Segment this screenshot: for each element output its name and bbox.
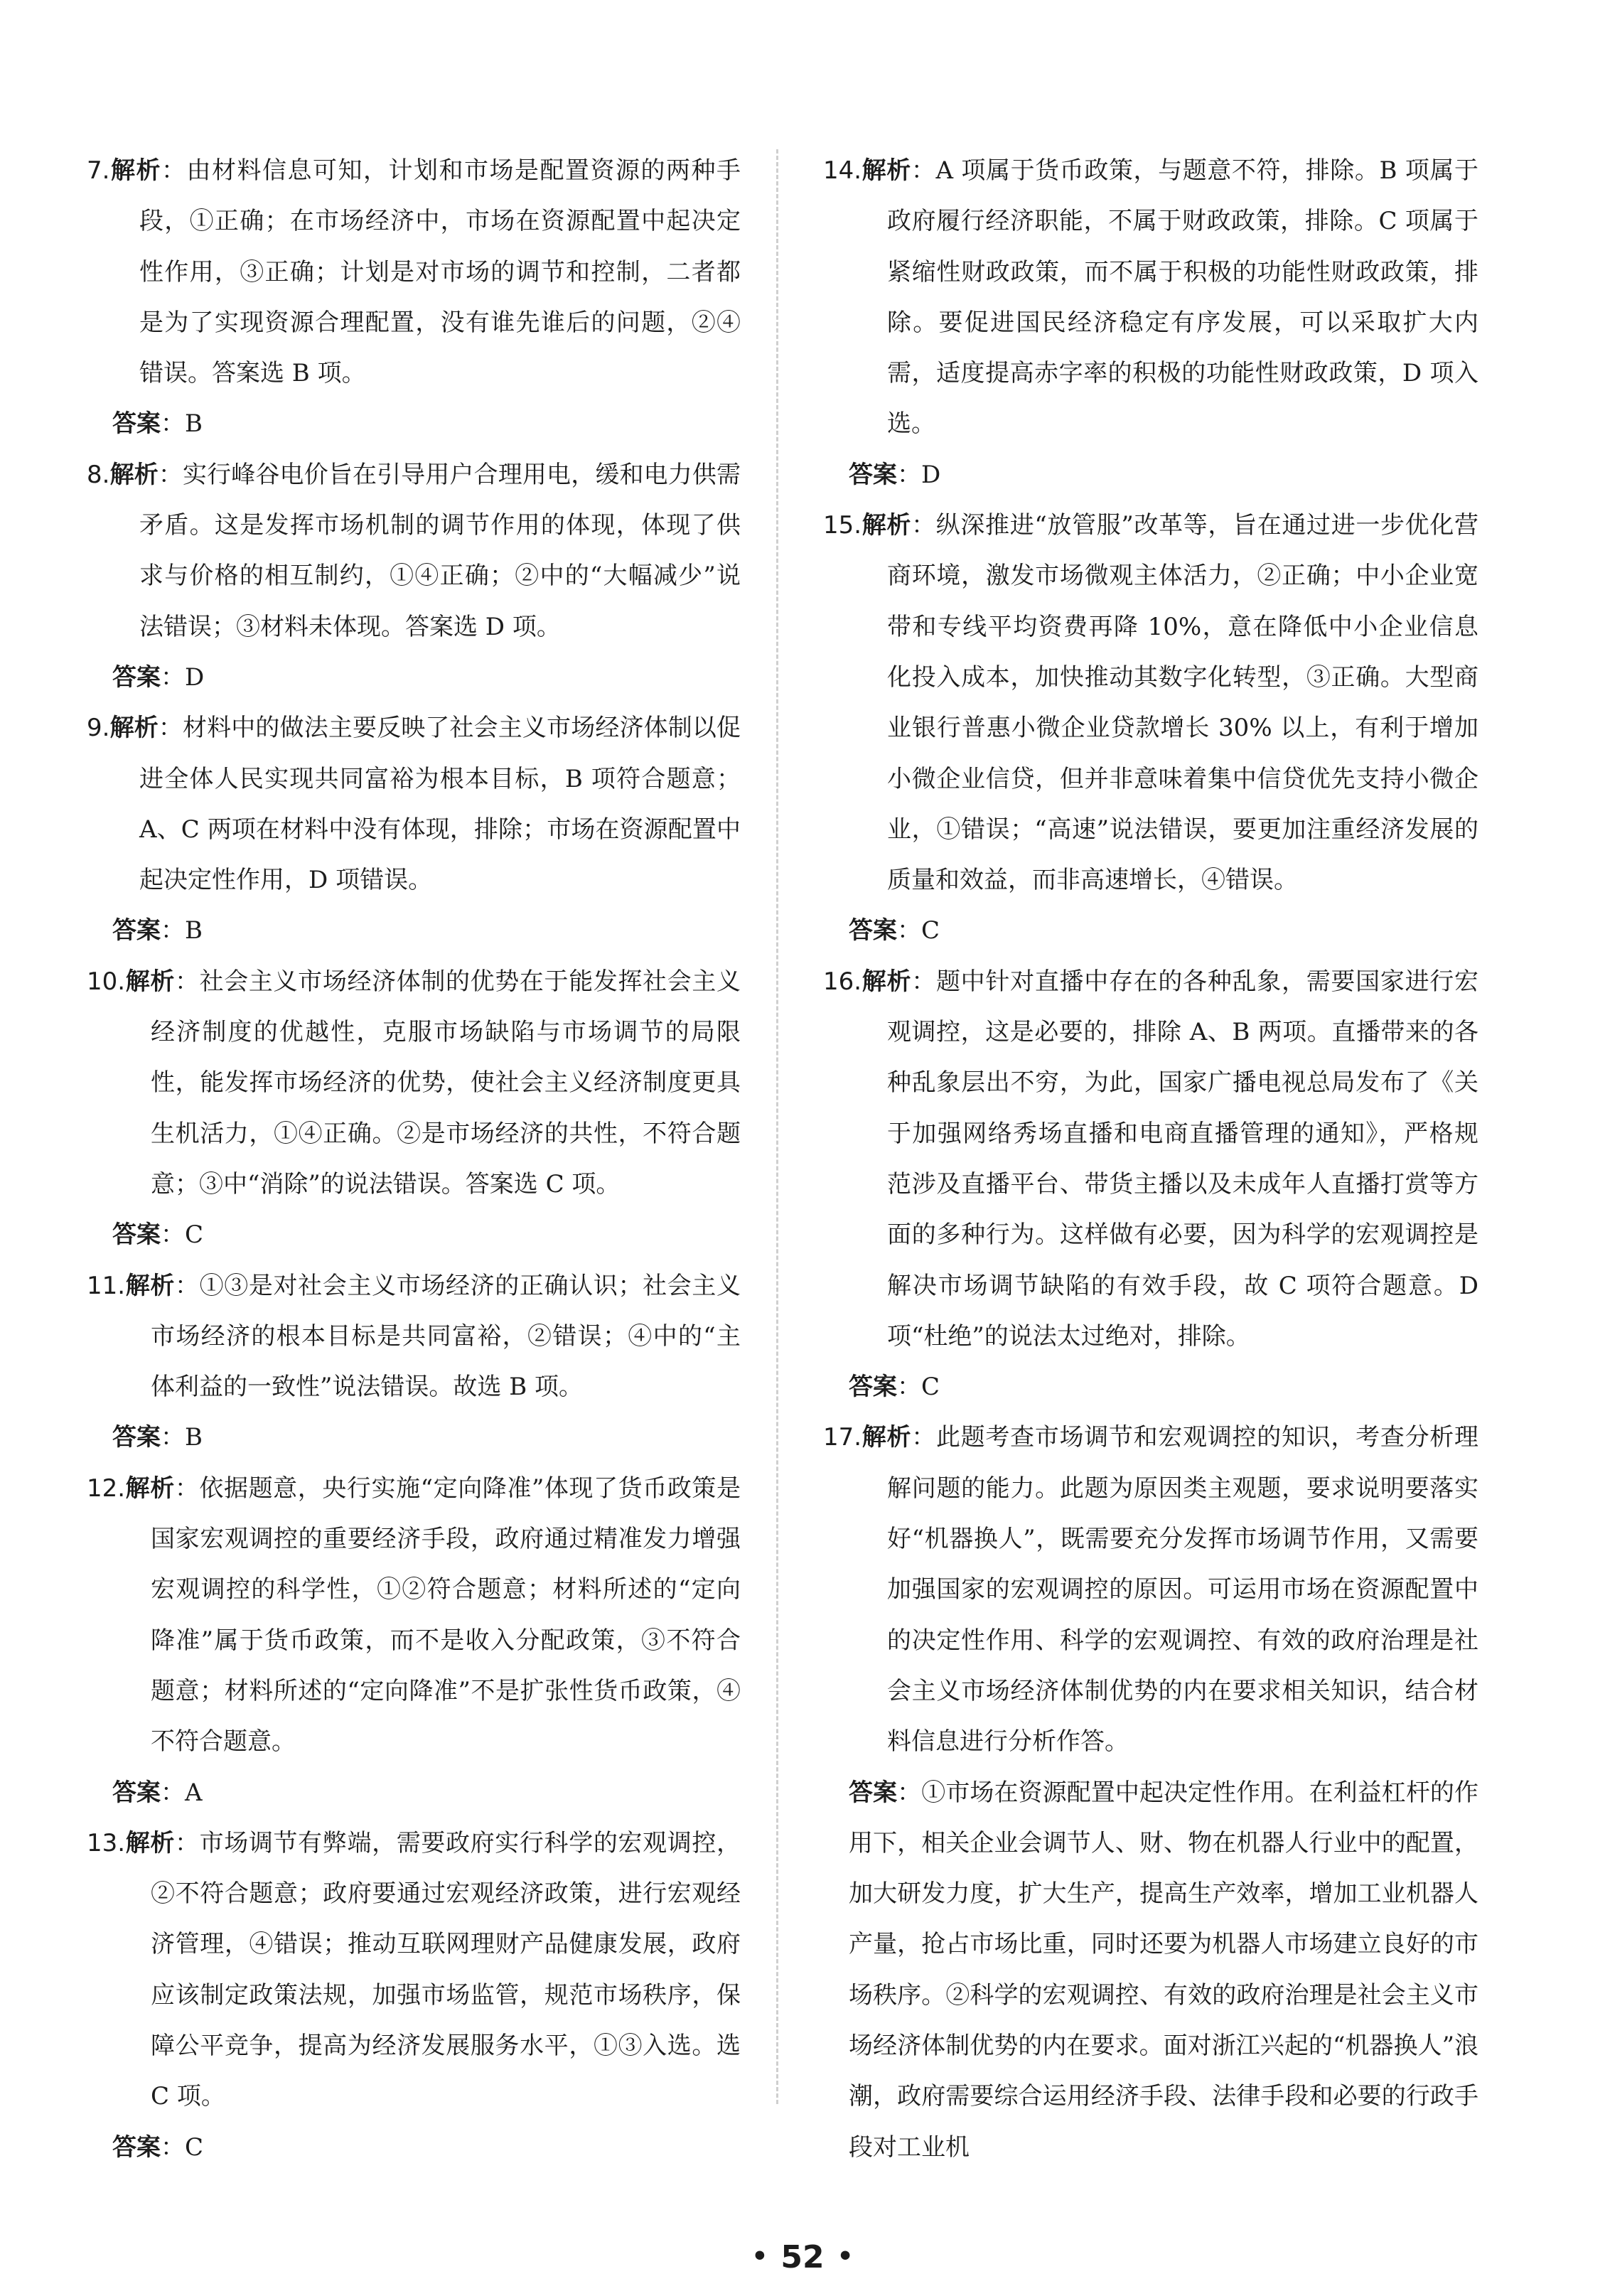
explanation: [87, 957, 741, 1210]
explanation-label: 解析: [861, 511, 912, 540]
explanation: [87, 1818, 741, 2123]
explanation-text: ：纵深推进“放管服”改革等，旨在通过进一步优化营商环境，激发市场微观主体活力，②正确；中小企业宽带和专线平均资费再降 10%，意在降低中小企业信息化投入成本，加快推动其数字化转型，③正确。大型商业银行普惠小微企业贷款增长 30% 以上，有利于增加小微企业信贷，但并非意味着集中信贷优先支持小微企业，①错误；“高速”说法错误，要更加注重经济发展的质量和效益，而非高速增长，④错误。: [887, 511, 1479, 895]
answer-label: 答案: [112, 1778, 161, 1807]
answer-text: ：B: [161, 1423, 203, 1452]
question-number: 13.: [87, 1828, 126, 1857]
answer-label: 答案: [112, 662, 161, 692]
solution-item-14: [823, 146, 1478, 500]
answer: [87, 1210, 741, 1260]
answer-text: ：B: [161, 409, 203, 439]
question-number: 9.: [87, 714, 110, 743]
solution-item-9: [87, 703, 741, 956]
answer-text: ：①市场在资源配置中起决定性作用。在利益杠杆的作用下，相关企业会调节人、财、物在机器人行业中的配置，加大研发力度，扩大生产，提高生产效率，增加工业机器人产量，抢占市场比重，同时还要为机器人市场建立良好的市场秩序。②科学的宏观调控、有效的政府治理是社会主义市场经济体制优势的内在要求。面对浙江兴起的“机器换人”浪潮，政府需要综合运用经济手段、法律手段和必要的行政手段对工业机: [849, 1778, 1479, 2162]
question-number: 12.: [87, 1474, 126, 1503]
solution-item-7: [87, 146, 741, 450]
explanation-text: ：A 项属于货币政策，与题意不符，排除。B 项属于政府履行经济职能，不属于财政政策，排除。C 项属于紧缩性财政政策，而不属于积极的功能性财政政策，排除。要促进国民经济稳定有序发展，可以采取扩大内需，适度提高赤字率的积极的功能性财政政策，D 项入选。: [887, 156, 1479, 439]
question-number: 7.: [87, 156, 110, 185]
explanation-label: 解析: [109, 714, 159, 743]
question-number: 8.: [87, 460, 110, 489]
answer: [823, 1768, 1478, 2173]
explanation-text: ：依据题意，央行实施“定向降准”体现了货币政策是国家宏观调控的重要经济手段，政府通过精准发力增强宏观调控的科学性，①②符合题意；材料所述的“定向降准”属于货币政策，而不是收入分配政策，③不符合题意；材料所述的“定向降准”不是扩张性货币政策，④不符合题意。: [151, 1474, 741, 1756]
answer-label: 答案: [112, 1423, 161, 1452]
explanation-text: ：由材料信息可知，计划和市场是配置资源的两种手段，①正确；在市场经济中，市场在资源配置中起决定性作用，③正确；计划是对市场的调节和控制，二者都是为了实现资源合理配置，没有谁先谁后的问题，②④错误。答案选 B 项。: [139, 156, 741, 388]
explanation-label: 解析: [125, 967, 175, 996]
explanation-text: ：实行峰谷电价旨在引导用户合理用电，缓和电力供需矛盾。这是发挥市场机制的调节作用的体现，体现了供求与价格的相互制约，①④正确；②中的“大幅减少”说法错误；③材料未体现。答案选 D 项。: [139, 460, 741, 641]
explanation-label: 解析: [861, 967, 912, 996]
answer: [87, 2123, 741, 2173]
explanation: [87, 450, 741, 653]
explanation-label: 解析: [861, 1423, 912, 1452]
solution-item-15: [823, 500, 1478, 957]
explanation: [823, 500, 1478, 906]
answer-text: ：C: [897, 1373, 940, 1402]
question-number: 10.: [87, 967, 126, 996]
answer-text: ：B: [161, 916, 203, 945]
answer: [823, 1362, 1478, 1412]
question-number: 14.: [823, 156, 862, 185]
explanation: [823, 146, 1478, 450]
page-number-dot-left: •: [751, 2242, 768, 2271]
answer: [823, 450, 1478, 500]
answer-label: 答案: [849, 916, 897, 945]
explanation-text: ：此题考查市场调节和宏观调控的知识，考查分析理解问题的能力。此题为原因类主观题，要求说明要落实好“机器换人”，既需要充分发挥市场调节作用，又需要加强国家的宏观调控的原因。可运用市场在资源配置中的决定性作用、科学的宏观调控、有效的政府治理是社会主义市场经济体制优势的内在要求相关知识，结合材料信息进行分析作答。: [887, 1423, 1479, 1756]
question-number: 17.: [823, 1423, 862, 1452]
explanation-text: ：①③是对社会主义市场经济的正确认识；社会主义市场经济的根本目标是共同富裕，②错误；④中的“主体利益的一致性”说法错误。故选 B 项。: [151, 1271, 741, 1402]
question-number: 16.: [823, 967, 862, 996]
solution-item-17: [823, 1412, 1478, 2172]
answer-text: ：D: [161, 662, 205, 692]
explanation-label: 解析: [125, 1474, 175, 1503]
explanation: [823, 957, 1478, 1362]
explanation-label: 解析: [109, 460, 159, 489]
solution-item-13: [87, 1818, 741, 2173]
answer-label: 答案: [112, 2133, 161, 2162]
solution-item-16: [823, 957, 1478, 1413]
answer-label: 答案: [849, 460, 897, 489]
answer: [823, 906, 1478, 956]
answer-label: 答案: [112, 409, 161, 439]
explanation-text: ：题中针对直播中存在的各种乱象，需要国家进行宏观调控，这是必要的，排除 A、B 两项。直播带来的各种乱象层出不穷，为此，国家广播电视总局发布了《关于加强网络秀场直播和电商直播管理的通知》，严格规范涉及直播平台、带货主播以及未成年人直播打赏等方面的多种行为。这样做有必要，因为科学的宏观调控是解决市场调节缺陷的有效手段，故 C 项符合题意。D 项“杜绝”的说法太过绝对，排除。: [887, 967, 1479, 1351]
answer: [87, 1412, 741, 1463]
explanation: [87, 703, 741, 906]
answer: [87, 399, 741, 449]
right-column: [823, 146, 1478, 2173]
solution-item-12: [87, 1464, 741, 1818]
explanation-text: ：社会主义市场经济体制的优势在于能发挥社会主义经济制度的优越性，克服市场缺陷与市场调节的局限性，能发挥市场经济的优势，使社会主义经济制度更具生机活力，①④正确。②是市场经济的共性，不符合题意；③中“消除”的说法错误。答案选 C 项。: [151, 967, 741, 1198]
explanation-label: 解析: [861, 156, 911, 185]
explanation-text: ：市场调节有弊端，需要政府实行科学的宏观调控，②不符合题意；政府要通过宏观经济政策，进行宏观经济管理，④错误；推动互联网理财产品健康发展，政府应该制定政策法规，加强市场监管，规范市场秩序，保障公平竞争，提高为经济发展服务水平，①③入选。选 C 项。: [151, 1828, 741, 2111]
question-number: 11.: [87, 1271, 126, 1300]
explanation: [87, 1464, 741, 1768]
answer-text: ：C: [161, 2133, 204, 2162]
explanation-label: 解析: [109, 156, 161, 185]
answer: [87, 1768, 741, 1818]
explanation: [823, 1412, 1478, 1767]
answer-text: ：C: [897, 916, 940, 945]
explanation-text: ：材料中的做法主要反映了社会主义市场经济体制以促进全体人民实现共同富裕为根本目标，B 项符合题意；A、C 两项在材料中没有体现，排除；市场在资源配置中起决定性作用，D 项错误。: [139, 714, 741, 895]
answer-label: 答案: [849, 1373, 897, 1402]
question-number: 15.: [823, 511, 862, 540]
answer-text: ：C: [161, 1221, 204, 1250]
page-number-value: 52: [780, 2239, 825, 2275]
answer-label: 答案: [849, 1778, 898, 1807]
explanation: [87, 1261, 741, 1413]
solution-item-8: [87, 450, 741, 703]
answer: [87, 653, 741, 703]
explanation-label: 解析: [125, 1828, 175, 1857]
column-divider: [776, 149, 778, 2104]
solution-item-11: [87, 1261, 741, 1464]
explanation-label: 解析: [125, 1271, 175, 1300]
left-column: [87, 146, 741, 2173]
page-number: [0, 2239, 1605, 2275]
answer-text: ：D: [897, 460, 941, 489]
answer-label: 答案: [112, 1221, 161, 1250]
explanation: [87, 146, 741, 399]
page-number-dot-right: •: [837, 2242, 854, 2271]
answer-label: 答案: [112, 916, 161, 945]
answer: [87, 906, 741, 956]
solution-item-10: [87, 957, 741, 1261]
answer-text: ：A: [161, 1778, 203, 1807]
